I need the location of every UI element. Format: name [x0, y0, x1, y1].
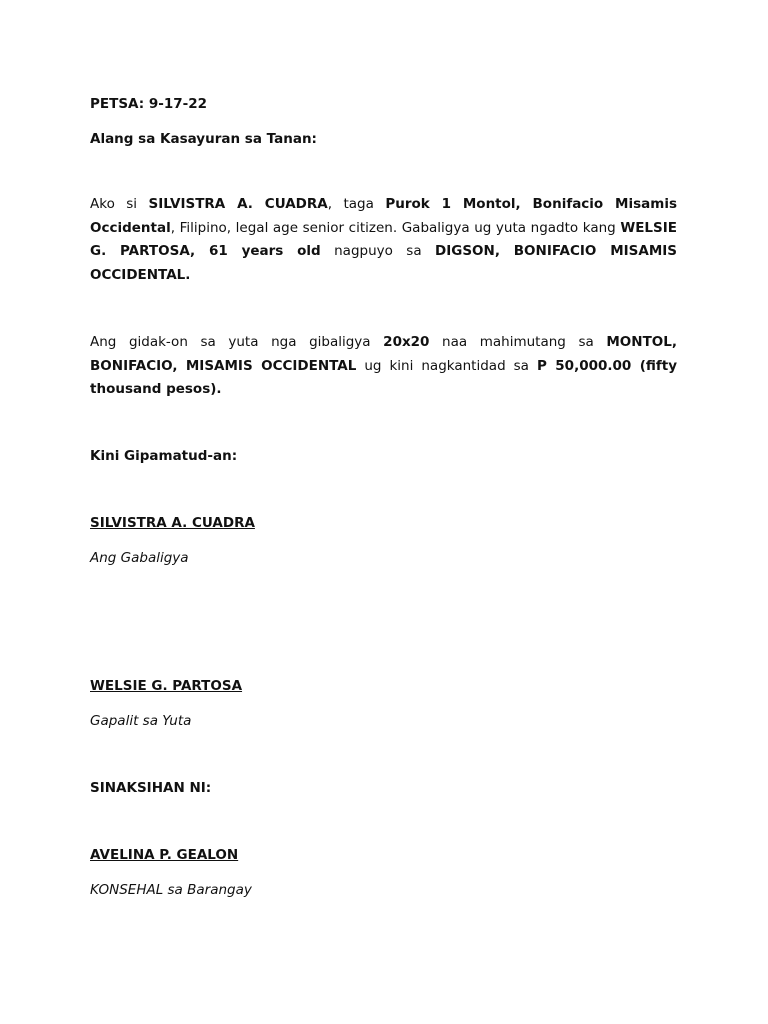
witness-label: SINAKSIHAN NI: [90, 780, 212, 796]
paragraph1-text: . [185, 266, 191, 283]
paragraph2-text: Ang gidak-on sa yuta nga gibaligya [90, 334, 384, 350]
certification-label: Kini Gipamatud-an: [90, 448, 238, 464]
paragraph-sale-statement [90, 193, 677, 287]
land-price: P 50,000.00 (fifty thousand pesos) [90, 357, 678, 397]
paragraph2-text: ug kini nagkantidad sa [356, 357, 537, 374]
paragraph2-text: . [216, 381, 222, 397]
paragraph1-text: , Filipino, legal age senior citizen. Gabaligya ug yuta ngadto kang [170, 219, 621, 236]
land-location: MONTOL, BONIFACIO, MISAMIS OCCIDENTAL [90, 334, 677, 374]
paragraph2-text: naa mahimutang sa [429, 334, 607, 350]
witness-name: AVELINA P. GEALON [90, 847, 239, 863]
buyer-address: DIGSON, BONIFACIO MISAMIS OCCIDENTAL [90, 243, 678, 283]
seller-name: SILVISTRA A. CUADRA [148, 196, 328, 212]
buyer-info: WELSIE G. PARTOSA, 61 years old [90, 219, 677, 259]
paragraph-land-details [90, 331, 677, 402]
paragraph1-text: Ako si [90, 196, 149, 212]
date-line: PETSA: 9-17-22 [90, 96, 208, 112]
paragraph1-text: , taga [327, 196, 386, 212]
buyer-signature-role: Gapalit sa Yuta [90, 713, 192, 729]
witness-role: KONSEHAL sa Barangay [90, 882, 252, 898]
seller-signature-role: Ang Gabaligya [90, 550, 189, 566]
salutation: Alang sa Kasayuran sa Tanan: [90, 131, 317, 147]
seller-address: Purok 1 Montol, Bonifacio Misamis Occidental [90, 196, 677, 236]
seller-signature-name: SILVISTRA A. CUADRA [90, 515, 255, 531]
paragraph1-text: nagpuyo sa [320, 243, 436, 259]
land-size: 20x20 [383, 334, 430, 350]
buyer-signature-name: WELSIE G. PARTOSA [90, 678, 243, 694]
